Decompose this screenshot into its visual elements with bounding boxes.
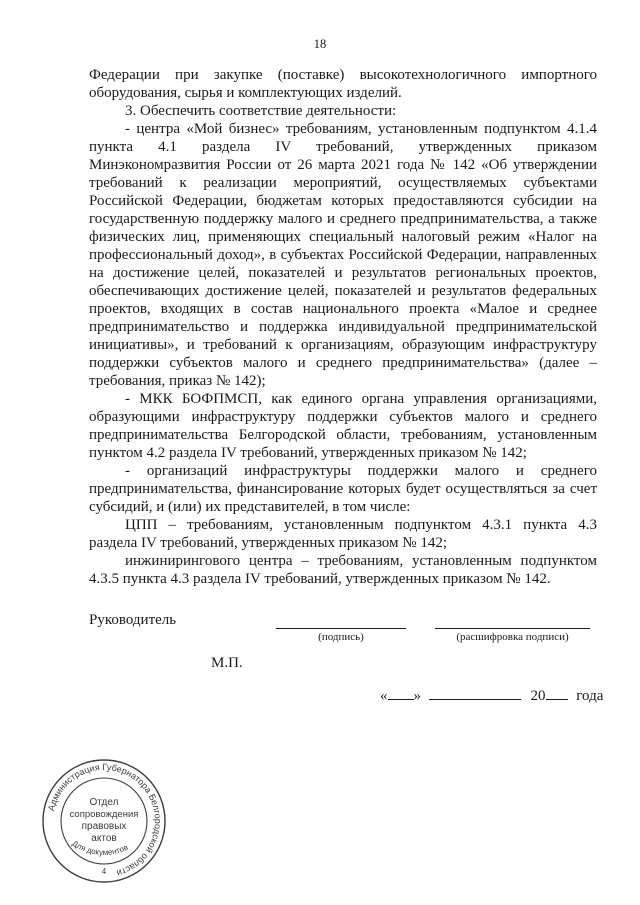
stamp-line-1: Отдел	[89, 797, 119, 808]
day-blank	[388, 684, 414, 700]
document-body	[89, 66, 597, 588]
role-label: Руководитель	[89, 612, 177, 628]
seal-place-label: М.П.	[211, 655, 243, 671]
paragraph-2: 3. Обеспечить соответствие деятельности:	[125, 103, 397, 119]
decode-line	[435, 628, 590, 629]
date-open-quote: «	[380, 688, 388, 704]
date-row	[380, 684, 603, 705]
paragraph-7: инжинирингового центра – требованиям, установленным подпунктом 4.3.5 пункта 4.3 раздела IV требований, утвержденных приказом № 142.	[89, 553, 597, 587]
stamp-ring-text: Администрация Губернатора Белгородской области	[46, 761, 164, 879]
year-prefix: 20	[530, 688, 546, 704]
year-suffix: года	[576, 688, 604, 704]
year-blank	[546, 684, 568, 700]
signature-line	[276, 628, 406, 629]
month-blank	[429, 684, 521, 700]
paragraph-3: - центра «Мой бизнес» требованиям, установленным подпунктом 4.1.4 пункта 4.1 раздела IV требований, утвержденных приказом Минэкономразвития России от 26 марта 2021 года № 142 «Об утверждении требований к реализации мероприятий, осуществляемых субъектами Российской Федерации, бюджетам которых предоставляются субсидии на государственную поддержку малого и среднего предпринимательства, а также физических лиц, применяющих специальный налоговый режим «Налог на профессиональный доход», в субъектах Российской Федерации, направленных на достижение целей, показателей и результатов региональных проектов, обеспечивающих достижение целей, показателей и результатов федеральных проектов, входящих в состав национального проекта «Малое и среднее предпринимательство и поддержка индивидуальной предпринимательской инициативы», и требований к организациям, образующим инфраструктуру поддержки субъектов малого и среднего предпринимательства» (далее – требования, приказ № 142);	[89, 121, 597, 389]
paragraph-1: Федерации при закупке (поставке) высокотехнологичного импортного оборудования, сырья и комплектующих изделий.	[89, 67, 597, 101]
department-stamp	[40, 757, 168, 885]
stamp-line-4: актов	[91, 833, 117, 844]
signature-caption: (подпись)	[318, 631, 364, 643]
stamp-line-3: правовых	[81, 821, 127, 832]
date-close-quote: »	[413, 688, 421, 704]
paragraph-6: ЦПП – требованиям, установленным подпунктом 4.3.1 пункта 4.3 раздела IV требований, утвержденных приказом № 142;	[89, 517, 597, 551]
stamp-number: 4	[101, 867, 107, 876]
page-number: 18	[313, 37, 327, 51]
decode-caption: (расшифровка подписи)	[456, 631, 569, 643]
stamp-bottom-text: Для документов	[70, 838, 130, 858]
stamp-line-2: сопровождения	[69, 809, 139, 820]
paragraph-5: - организаций инфраструктуры поддержки малого и среднего предпринимательства, финансирование которых будет осуществляться за счет субсидий, и (или) их представителей, в том числе:	[89, 463, 597, 515]
paragraph-4: - МКК БОФПМСП, как единого органа управления организациями, образующими инфраструктуру поддержки субъектов малого и среднего предпринимательства Белгородской области, требованиям, установленным пунктом 4.2 раздела IV требований, утвержденных приказом № 142;	[89, 391, 597, 461]
